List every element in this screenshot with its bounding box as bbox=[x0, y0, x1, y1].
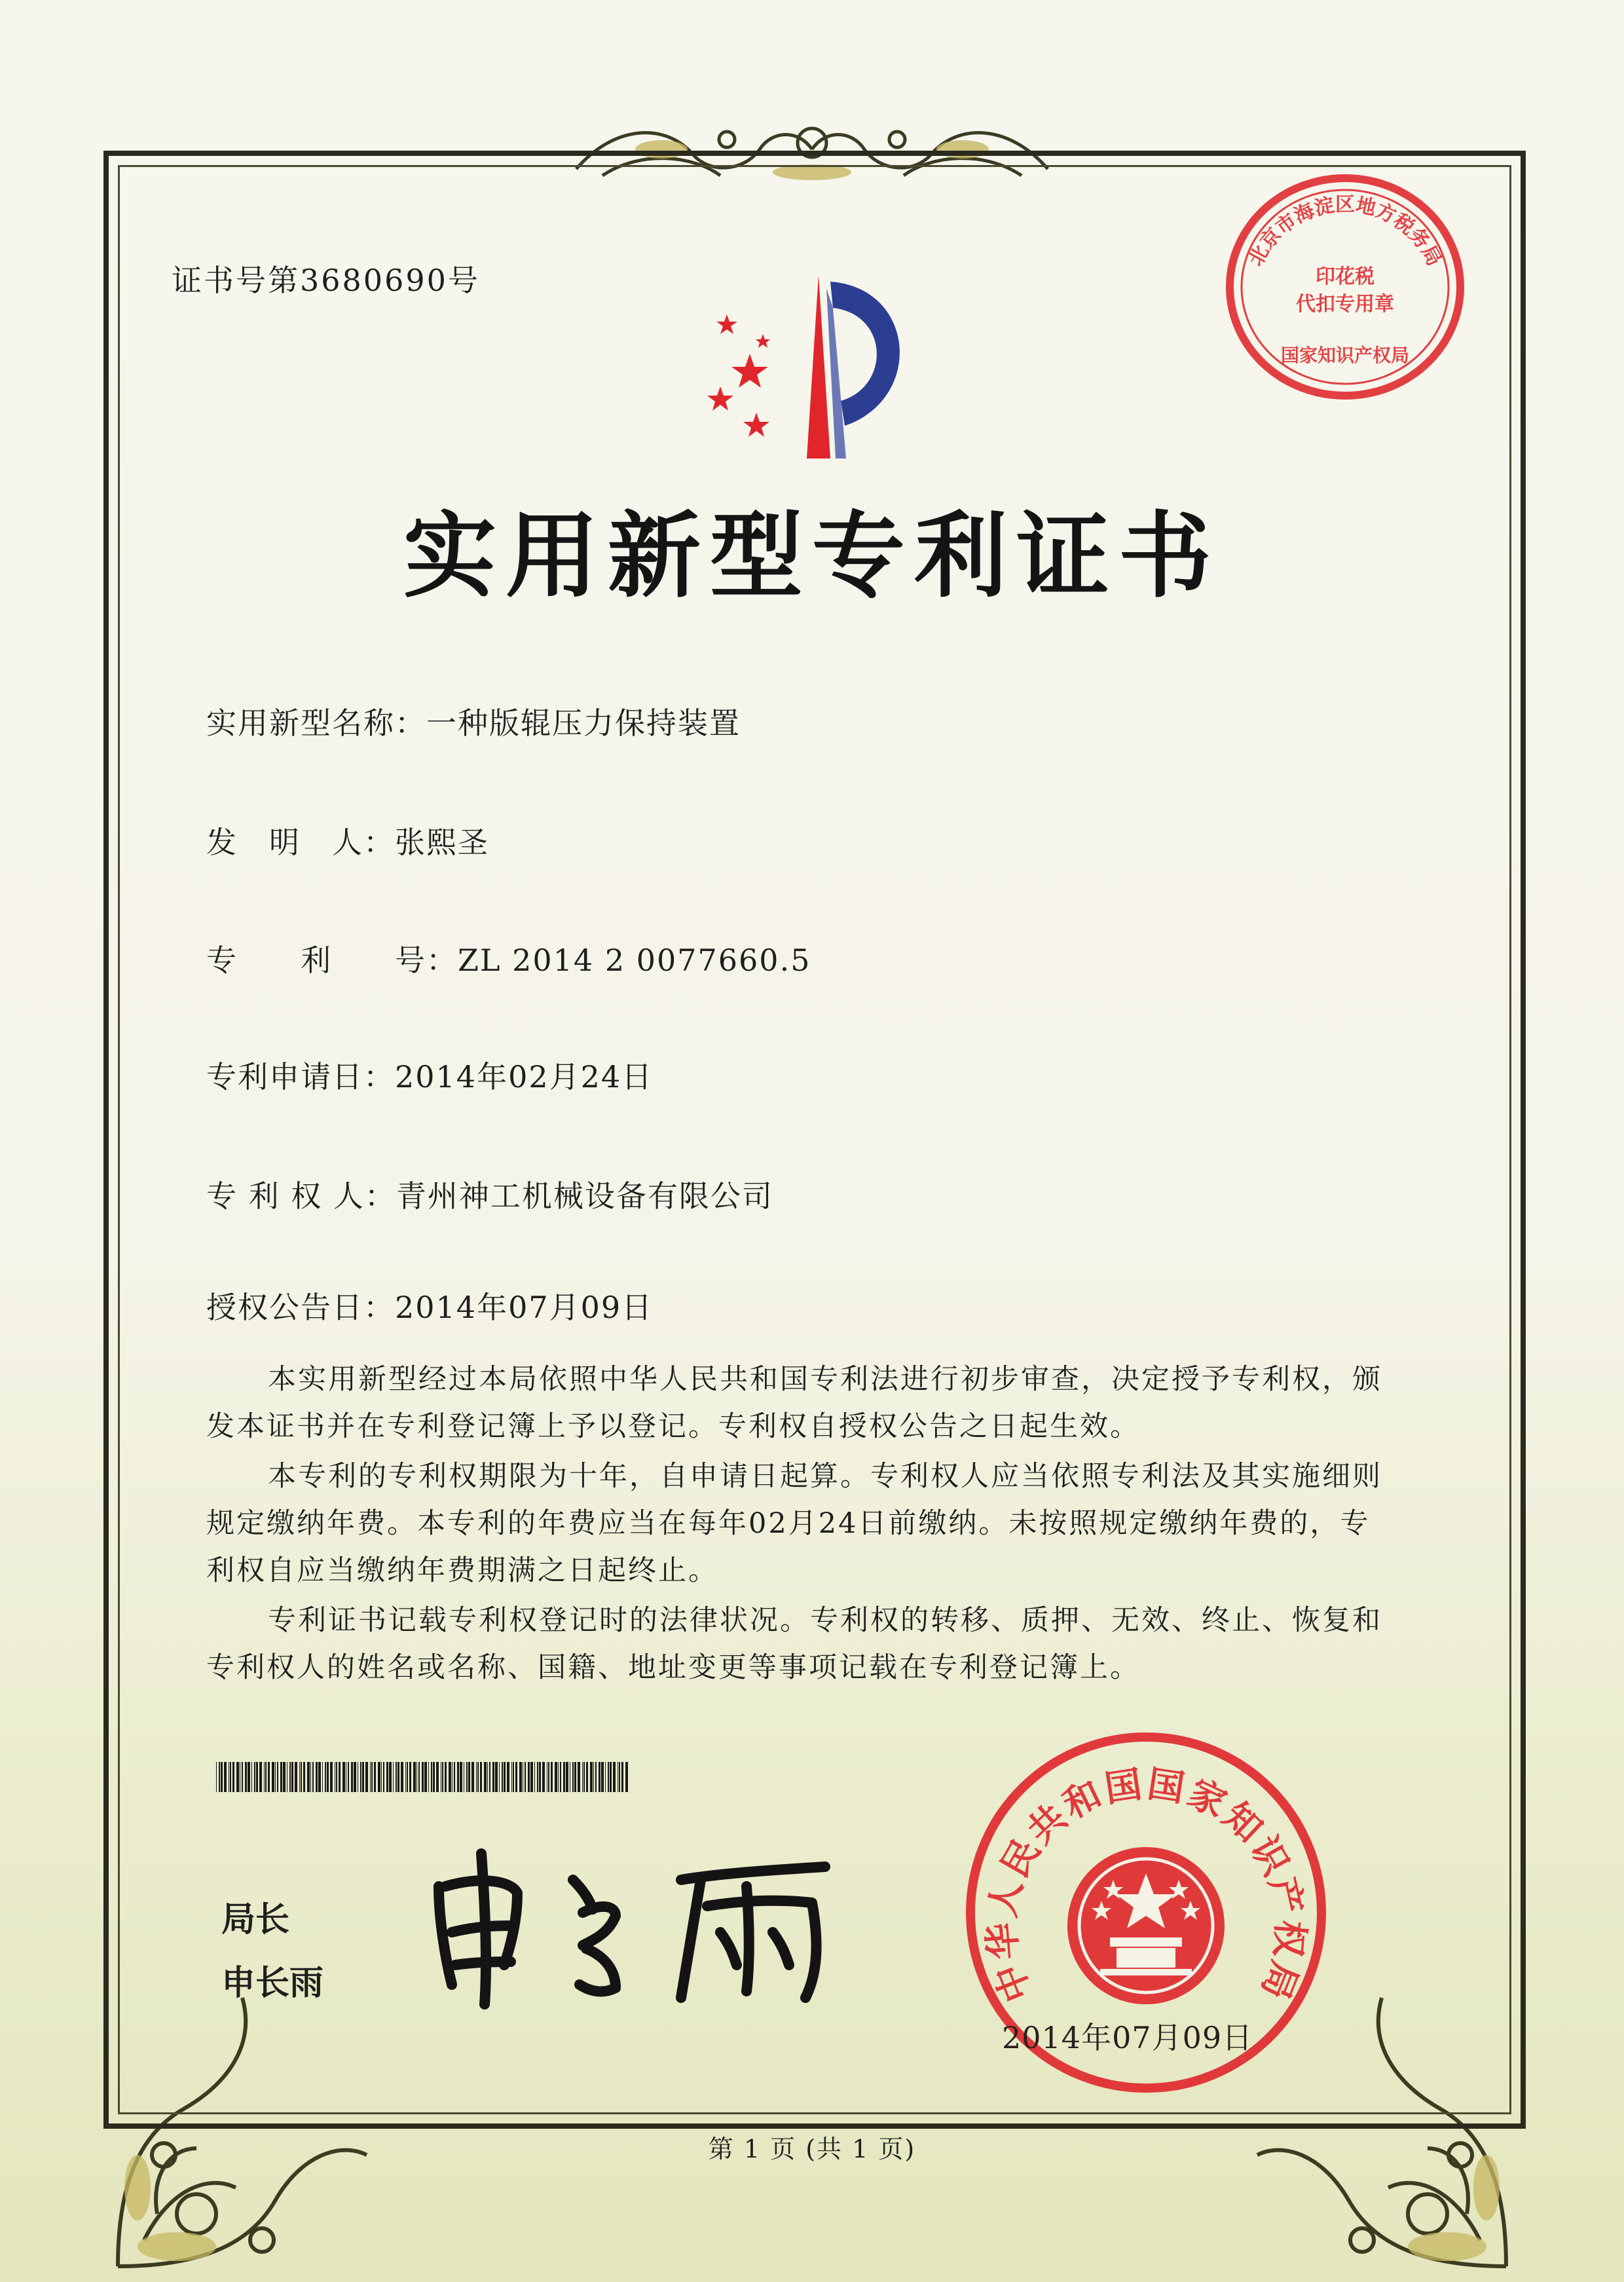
barcode-bar bbox=[566, 1762, 568, 1792]
barcode-bar bbox=[593, 1762, 594, 1792]
barcode-bar bbox=[291, 1762, 293, 1792]
barcode-bar bbox=[303, 1762, 305, 1792]
field-label: 专 利 号 bbox=[206, 943, 426, 978]
barcode-bar bbox=[251, 1762, 252, 1792]
field-value: 一种版辊压力保持装置 bbox=[426, 705, 741, 741]
barcode-bar bbox=[318, 1762, 321, 1792]
barcode-bar bbox=[504, 1762, 506, 1792]
barcode-bar bbox=[449, 1762, 451, 1792]
barcode-bar bbox=[393, 1762, 394, 1792]
barcode-bar bbox=[371, 1762, 373, 1792]
barcode-bar bbox=[583, 1762, 585, 1792]
barcode-bar bbox=[466, 1762, 468, 1792]
document-title: 实用新型专利证书 bbox=[403, 502, 1221, 610]
barcode-bar bbox=[405, 1762, 406, 1792]
barcode-bar bbox=[248, 1762, 250, 1792]
barcode-bar bbox=[254, 1762, 255, 1792]
barcode-bar bbox=[513, 1762, 514, 1792]
barcode-bar bbox=[530, 1762, 533, 1792]
tax-seal-inner-line1: 印花税 bbox=[1316, 265, 1375, 288]
barcode-bar bbox=[534, 1762, 535, 1792]
barcode-bar bbox=[301, 1762, 302, 1792]
field-value: 2014年07月09日 bbox=[395, 1290, 654, 1325]
barcode-bar bbox=[325, 1762, 326, 1792]
barcode-bar bbox=[610, 1762, 612, 1792]
barcode-bar bbox=[374, 1762, 376, 1792]
barcode-bar bbox=[259, 1762, 262, 1792]
barcode-bar bbox=[605, 1762, 606, 1792]
barcode-bar bbox=[299, 1762, 300, 1792]
barcode-bar bbox=[416, 1762, 417, 1792]
barcode-bar bbox=[480, 1762, 482, 1792]
tax-seal-inner-line2: 代扣专用章 bbox=[1296, 293, 1394, 316]
barcode-bar bbox=[457, 1762, 459, 1792]
barcode-bar bbox=[242, 1762, 243, 1792]
barcode-bar bbox=[232, 1762, 234, 1792]
barcode-bar bbox=[424, 1762, 427, 1792]
field-colon: ： bbox=[395, 705, 426, 741]
field-value: 青州神工机械设备有限公司 bbox=[396, 1178, 773, 1214]
barcode-bar bbox=[413, 1762, 416, 1792]
barcode-bar bbox=[310, 1762, 311, 1792]
field-grant-date bbox=[206, 1284, 653, 1327]
barcode-bar bbox=[256, 1762, 258, 1792]
barcode-bar bbox=[378, 1762, 380, 1792]
barcode-bar bbox=[621, 1762, 623, 1792]
barcode-bar bbox=[492, 1762, 494, 1792]
barcode-bar bbox=[236, 1762, 239, 1792]
barcode-bar bbox=[418, 1762, 420, 1792]
barcode-bar bbox=[268, 1762, 270, 1792]
barcode-bar bbox=[381, 1762, 382, 1792]
barcode-bar bbox=[360, 1762, 361, 1792]
barcode-bar bbox=[327, 1762, 329, 1792]
field-value: ZL 2014 2 0077660.5 bbox=[458, 943, 811, 978]
barcode-bar bbox=[272, 1762, 274, 1792]
field-label: 发 明 人 bbox=[206, 825, 363, 860]
paragraph-grant-statement: 本实用新型经过本局依照中华人民共和国专利法进行初步审查，决定授予专利权，颁发本证书并在专利登记簿上予以登记。专利权自授权公告之日起生效。 bbox=[206, 1363, 1382, 1443]
barcode-bar bbox=[590, 1762, 593, 1792]
barcode-bar bbox=[502, 1762, 503, 1792]
barcode-bar bbox=[511, 1762, 512, 1792]
barcode-bar bbox=[221, 1762, 223, 1792]
paragraph-term-and-fees: 本专利的专利权期限为十年，自申请日起算。专利权人应当依照专利法及其实施细则规定缴纳年费。本专利的年费应当在每年02月24日前缴纳。未按照规定缴纳年费的，专利权自应当缴纳年费期满之日起终止。 bbox=[206, 1460, 1382, 1587]
barcode-bar bbox=[537, 1762, 538, 1792]
barcode-bar bbox=[365, 1762, 368, 1792]
barcode-bar bbox=[330, 1762, 333, 1792]
barcode-bar bbox=[433, 1762, 435, 1792]
barcode-bar bbox=[275, 1762, 276, 1792]
barcode-bar bbox=[389, 1762, 392, 1792]
barcode-bar bbox=[397, 1762, 399, 1792]
barcode-bar bbox=[477, 1762, 479, 1792]
field-label: 专利申请日 bbox=[206, 1059, 363, 1094]
barcode-bar bbox=[401, 1762, 403, 1792]
barcode-bar bbox=[515, 1762, 517, 1792]
field-colon: ： bbox=[364, 1178, 396, 1214]
field-value: 张熙圣 bbox=[395, 825, 489, 860]
director-name: 申长雨 bbox=[221, 1964, 324, 2003]
barcode-bar bbox=[487, 1762, 488, 1792]
field-patent-number bbox=[206, 937, 811, 980]
barcode-bar bbox=[476, 1762, 477, 1792]
barcode-bar bbox=[563, 1762, 565, 1792]
barcode-bar bbox=[283, 1762, 286, 1792]
barcode-bar bbox=[442, 1762, 443, 1792]
barcode-bar bbox=[519, 1762, 522, 1792]
field-value: 2014年02月24日 bbox=[395, 1059, 654, 1094]
barcode-bar bbox=[555, 1762, 557, 1792]
tax-seal-bottom-text: 国家知识产权局 bbox=[1280, 345, 1410, 366]
barcode-bar bbox=[436, 1762, 439, 1792]
barcode-bar bbox=[280, 1762, 282, 1792]
barcode-bar bbox=[407, 1762, 408, 1792]
field-label: 授权公告日 bbox=[206, 1290, 363, 1325]
barcode-bar bbox=[351, 1762, 353, 1792]
barcode-bar bbox=[312, 1762, 314, 1792]
barcode-bar bbox=[468, 1762, 470, 1792]
barcode-bar bbox=[619, 1762, 620, 1792]
field-colon: ： bbox=[363, 825, 395, 860]
page-number: 第 1 页 (共 1 页) bbox=[708, 2135, 916, 2163]
barcode-bar bbox=[560, 1762, 561, 1792]
seal-date: 2014年07月09日 bbox=[1002, 2020, 1253, 2055]
field-application-date bbox=[206, 1053, 653, 1096]
barcode-bar bbox=[471, 1762, 474, 1792]
barcode-bar bbox=[578, 1762, 580, 1792]
director-title: 局长 bbox=[221, 1900, 290, 1939]
barcode-bar bbox=[599, 1762, 600, 1792]
seal-ring-text: 中华人民共和国国家知识产权局 bbox=[980, 1763, 1312, 2008]
barcode-bar bbox=[224, 1762, 227, 1792]
barcode-bar bbox=[245, 1762, 247, 1792]
barcode-bar bbox=[586, 1762, 588, 1792]
barcode-bar bbox=[277, 1762, 278, 1792]
barcode-bar bbox=[625, 1762, 628, 1792]
barcode-bar bbox=[445, 1762, 447, 1792]
certificate-number: 证书号第3680690号 bbox=[172, 263, 480, 298]
barcode-bar bbox=[339, 1762, 341, 1792]
field-utility-model-name bbox=[206, 700, 741, 743]
paragraph-legal-status: 专利证书记载专利权登记时的法律状况。专利权的转移、质押、无效、终止、恢复和专利权人的姓名或名称、国籍、地址变更等事项记载在专利登记簿上。 bbox=[206, 1604, 1382, 1684]
barcode-bar bbox=[528, 1762, 530, 1792]
field-patentee bbox=[206, 1172, 773, 1216]
barcode-bar bbox=[499, 1762, 500, 1792]
barcode-bar bbox=[539, 1762, 541, 1792]
barcode-bar bbox=[322, 1762, 323, 1792]
barcode-bar bbox=[548, 1762, 549, 1792]
barcode-bar bbox=[219, 1762, 220, 1792]
field-colon: ： bbox=[363, 1290, 395, 1325]
barcode-bar bbox=[316, 1762, 318, 1792]
field-label: 专 利 权 人 bbox=[206, 1178, 365, 1214]
barcode-bar bbox=[507, 1762, 509, 1792]
barcode-bar bbox=[601, 1762, 604, 1792]
barcode-bar bbox=[489, 1762, 490, 1792]
barcode-bar bbox=[608, 1762, 609, 1792]
barcode-bar bbox=[295, 1762, 297, 1792]
barcode-bar bbox=[428, 1762, 429, 1792]
barcode-bar bbox=[574, 1762, 576, 1792]
barcode-bar bbox=[460, 1762, 462, 1792]
barcode-bar bbox=[354, 1762, 356, 1792]
barcode-bar bbox=[431, 1762, 432, 1792]
director-signature bbox=[419, 1841, 851, 2011]
barcode-bar bbox=[542, 1762, 545, 1792]
barcode-bar bbox=[495, 1762, 498, 1792]
field-colon: ： bbox=[426, 943, 458, 978]
tax-seal-ring-text: 北京市海淀区地方税务局 bbox=[1244, 193, 1446, 271]
barcode-bar bbox=[265, 1762, 267, 1792]
barcode-bar bbox=[230, 1762, 231, 1792]
barcode-bar bbox=[409, 1762, 411, 1792]
barcode-bar bbox=[595, 1762, 597, 1792]
barcode-bar bbox=[216, 1762, 217, 1792]
barcode-bar bbox=[348, 1762, 349, 1792]
field-colon: ： bbox=[363, 1059, 395, 1094]
barcode bbox=[216, 1762, 629, 1792]
field-inventor bbox=[206, 819, 489, 862]
barcode-bar bbox=[525, 1762, 526, 1792]
barcode-bar bbox=[307, 1762, 310, 1792]
field-label: 实用新型名称 bbox=[206, 705, 395, 741]
barcode-bar bbox=[289, 1762, 291, 1792]
patent-office-logo bbox=[681, 262, 930, 478]
barcode-bar bbox=[342, 1762, 345, 1792]
barcode-bar bbox=[362, 1762, 364, 1792]
tax-stamp-seal bbox=[1223, 172, 1467, 402]
barcode-bar bbox=[558, 1762, 559, 1792]
barcode-bar bbox=[264, 1762, 265, 1792]
barcode-bar bbox=[383, 1762, 384, 1792]
barcode-bar bbox=[454, 1762, 455, 1792]
barcode-bar bbox=[386, 1762, 388, 1792]
barcode-bar bbox=[484, 1762, 487, 1792]
barcode-bar bbox=[613, 1762, 616, 1792]
barcode-bar bbox=[336, 1762, 337, 1792]
barcode-bar bbox=[370, 1762, 371, 1792]
barcode-bar bbox=[582, 1762, 583, 1792]
barcode-bar bbox=[422, 1762, 424, 1792]
barcode-bar bbox=[572, 1762, 574, 1792]
barcode-bar bbox=[551, 1762, 553, 1792]
barcode-bar bbox=[396, 1762, 397, 1792]
